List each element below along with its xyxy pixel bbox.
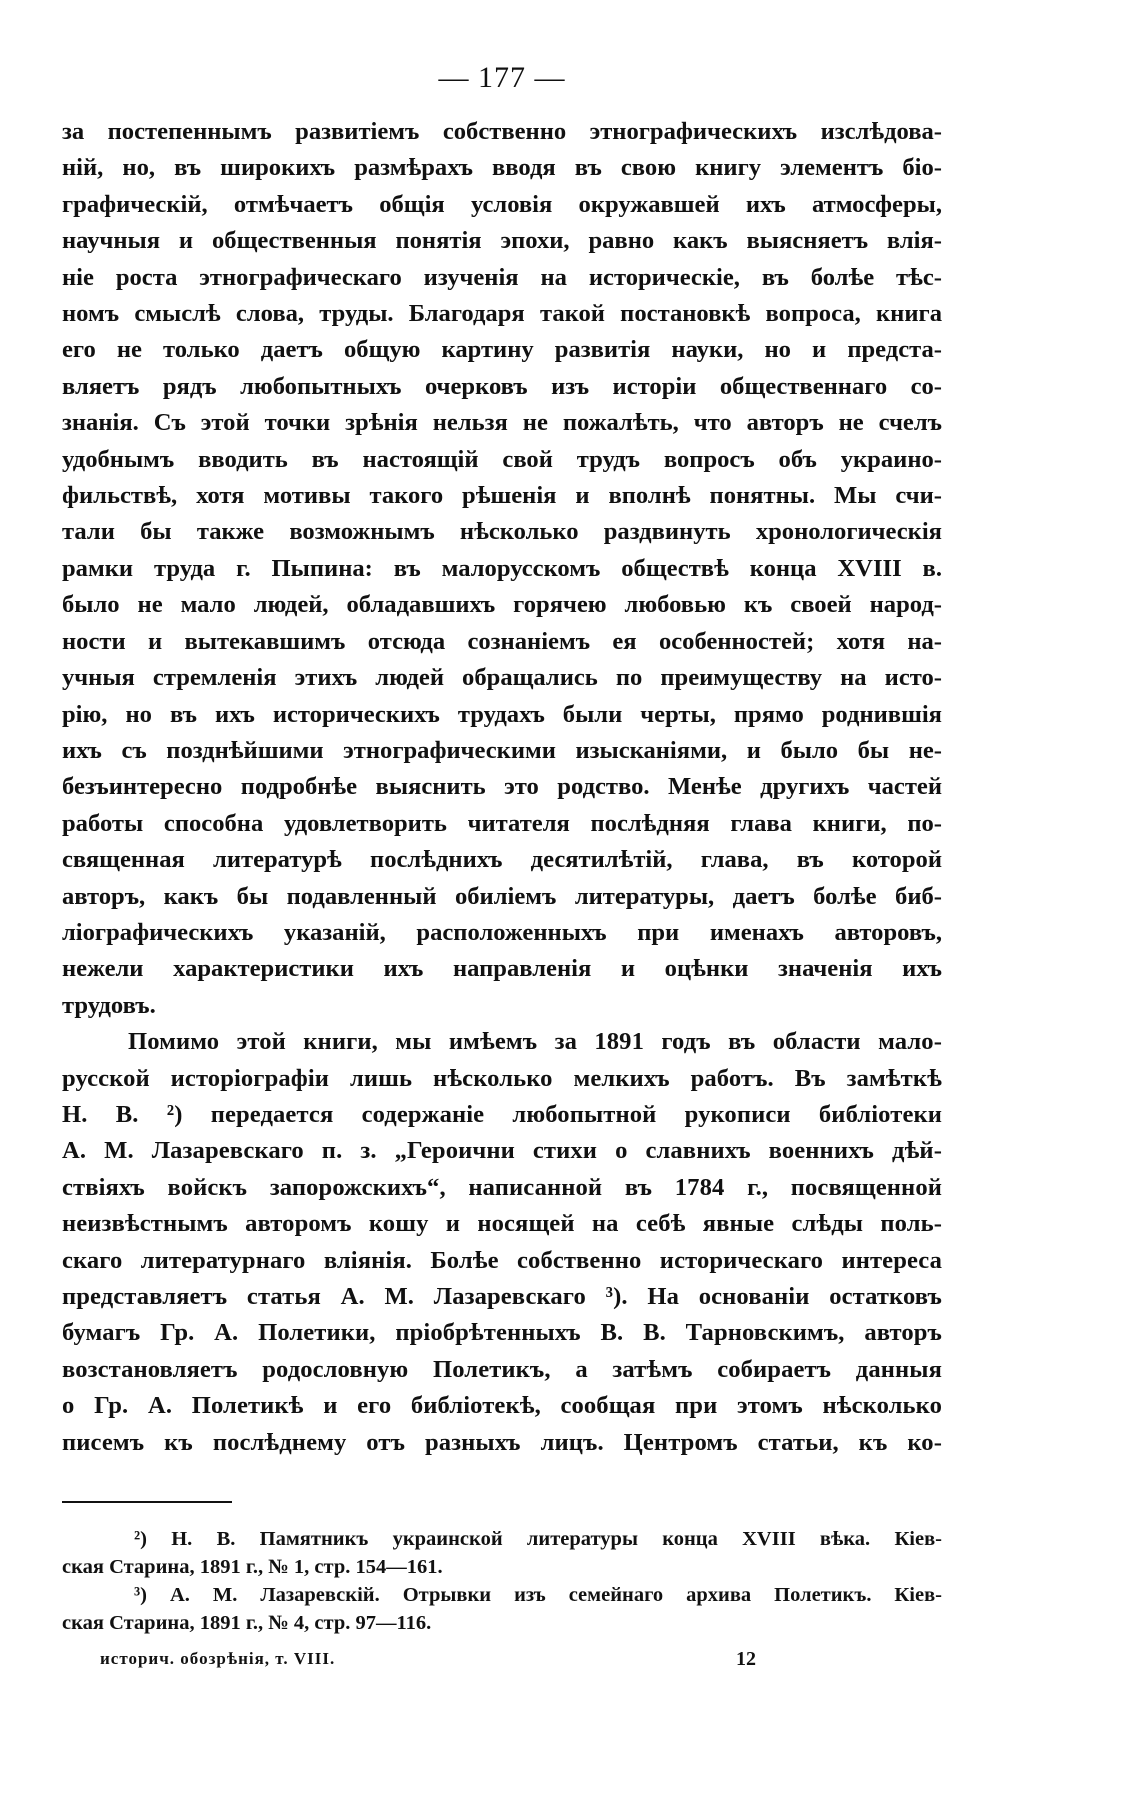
- text-line: его не только даетъ общую картину развитія науки, но и предста-: [62, 336, 942, 364]
- signature-title: историч. обозрѣнія, т. VIII.: [100, 1649, 336, 1669]
- book-page: [62, 60, 942, 1760]
- printer-signature: [62, 1647, 942, 1671]
- text-line: Н. В. ²) передается содержаніе любопытной рукописи библіотеки: [62, 1100, 942, 1128]
- footnote-line: ²) Н. В. Памятникъ украинской литературы конца XVIII вѣка. Кіев-: [134, 1528, 942, 1551]
- footnote-divider: [62, 1501, 232, 1503]
- text-line: рамки труда г. Пыпина: въ малорусскомъ обществѣ конца XVIII в.: [62, 554, 942, 582]
- text-line: русской исторіографіи лишь нѣсколько мелкихъ работъ. Въ замѣткѣ: [62, 1064, 942, 1092]
- text-line: священная литературѣ послѣднихъ десятилѣтій, глава, въ которой: [62, 846, 942, 874]
- text-line: за постепеннымъ развитіемъ собственно этнографическихъ изслѣдова-: [62, 118, 942, 145]
- text-line: представляетъ статья А. М. Лазаревскаго ³). На основаніи остатковъ: [62, 1283, 942, 1310]
- text-line: удобнымъ вводить въ настоящій свой трудъ вопросъ объ украино-: [62, 445, 942, 473]
- text-line: А. М. Лазаревскаго п. з. „Героични стихи о славнихъ военнихъ дѣй-: [62, 1137, 942, 1165]
- text-line: научныя и общественныя понятія эпохи, равно какъ выясняетъ влія-: [62, 227, 942, 255]
- text-line: авторъ, какъ бы подавленный обиліемъ литературы, даетъ болѣе биб-: [62, 882, 942, 910]
- text-line: графическій, отмѣчаетъ общія условія окружавшей ихъ атмосферы,: [62, 190, 942, 218]
- page-number: — 177 —: [438, 61, 566, 94]
- signature-sheet-number: 12: [736, 1648, 756, 1671]
- text-line: бумагъ Гр. А. Полетики, пріобрѣтенныхъ В. В. Тарновскимъ, авторъ: [62, 1319, 942, 1347]
- footnotes: [62, 1525, 942, 1637]
- main-text: [62, 114, 942, 1461]
- text-line: трудовъ.: [62, 991, 156, 1019]
- text-line: ліографическихъ указаній, расположенныхъ при именахъ авторовъ,: [62, 918, 942, 946]
- text-line: номъ смыслѣ слова, труды. Благодаря такой постановкѣ вопроса, книга: [62, 300, 942, 328]
- text-line: ній, но, въ широкихъ размѣрахъ вводя въ свою книгу элементъ біо-: [62, 154, 942, 182]
- text-line: учныя стремленія этихъ людей обращались по преимуществу на исто-: [62, 664, 942, 692]
- text-line: работы способна удовлетворить читателя послѣдняя глава книги, по-: [62, 809, 942, 837]
- paragraph-1: [62, 114, 942, 1024]
- text-line: ніе роста этнографическаго изученія на историческіе, въ болѣе тѣс-: [62, 263, 942, 291]
- text-line: писемъ къ послѣднему отъ разныхъ лицъ. Центромъ статьи, къ ко-: [62, 1428, 942, 1456]
- footnote-line: ³) А. М. Лазаревскій. Отрывки изъ семейнаго архива Полетикъ. Кіев-: [134, 1584, 942, 1607]
- text-line: о Гр. А. Полетикѣ и его библіотекѣ, сообщая при этомъ нѣсколько: [62, 1392, 942, 1420]
- text-line: ности и вытекавшимъ отсюда сознаніемъ ея особенностей; хотя на-: [62, 627, 942, 655]
- text-line: знанія. Съ этой точки зрѣнія нельзя не пожалѣть, что авторъ не счелъ: [62, 409, 942, 437]
- text-line: скаго литературнаго вліянія. Болѣе собственно историческаго интереса: [62, 1246, 942, 1274]
- footnote-line: ская Старина, 1891 г., № 4, стр. 97—116.: [62, 1612, 432, 1635]
- text-line: тали бы также возможнымъ нѣсколько раздвинуть хронологическія: [62, 518, 942, 546]
- text-line: было не мало людей, обладавшихъ горячею любовью къ своей народ-: [62, 591, 942, 619]
- text-line: фильствѣ, хотя мотивы такого рѣшенія и вполнѣ понятны. Мы счи-: [62, 482, 942, 510]
- text-line: ствіяхъ войскъ запорожскихъ“, написанной въ 1784 г., посвященной: [62, 1173, 942, 1201]
- text-line: возстановляетъ родословную Полетикъ, а затѣмъ собираетъ данныя: [62, 1355, 942, 1383]
- text-line: Помимо этой книги, мы имѣемъ за 1891 годъ въ области мало-: [128, 1028, 942, 1056]
- text-line: неизвѣстнымъ авторомъ кошу и носящей на себѣ явные слѣды поль-: [62, 1210, 942, 1238]
- text-line: рію, но въ ихъ историческихъ трудахъ были черты, прямо роднившія: [62, 700, 942, 728]
- text-line: нежели характеристики ихъ направленія и оцѣнки значенія ихъ: [62, 955, 942, 983]
- text-line: вляетъ рядъ любопытныхъ очерковъ изъ исторіи общественнаго со-: [62, 372, 942, 400]
- text-line: ихъ съ позднѣйшими этнографическими изысканіями, и было бы не-: [62, 736, 942, 764]
- text-line: безъинтересно подробнѣе выяснить это родство. Менѣе другихъ частей: [62, 773, 942, 801]
- paragraph-2: [62, 1024, 942, 1461]
- footnote-line: ская Старина, 1891 г., № 1, стр. 154—161.: [62, 1556, 443, 1579]
